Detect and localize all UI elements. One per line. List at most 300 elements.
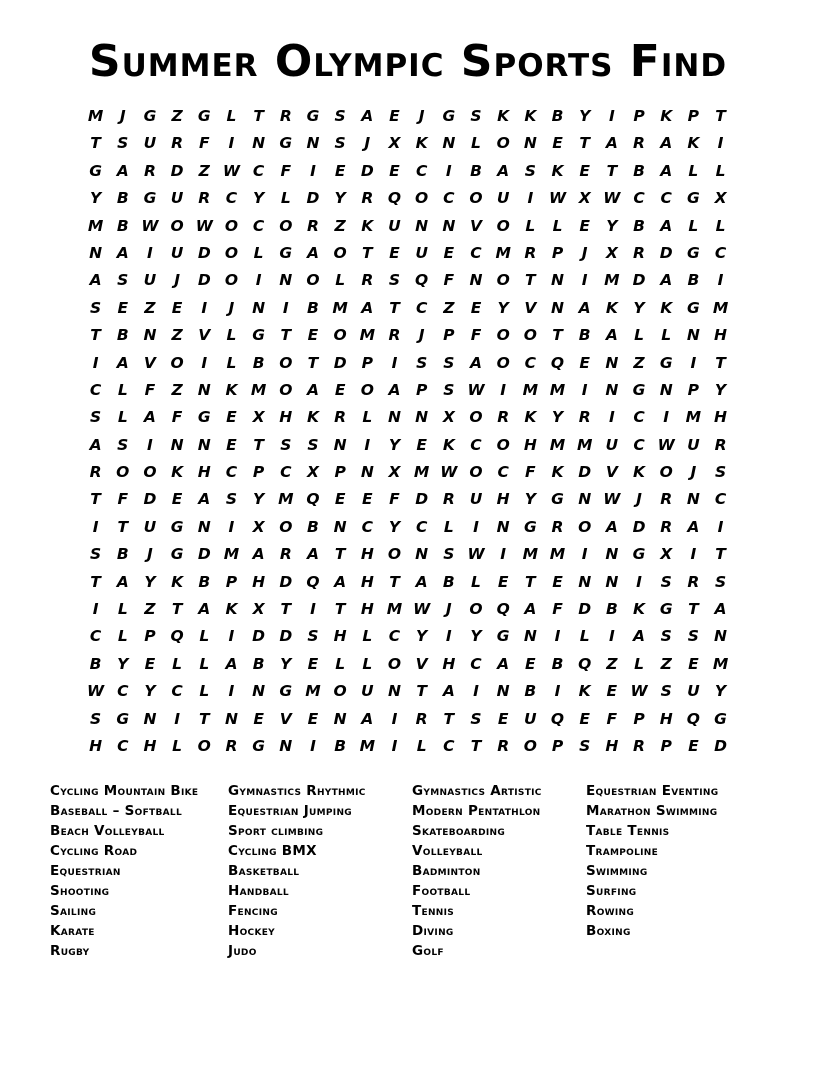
- grid-letter: M: [712, 654, 729, 673]
- grid-row: [82, 295, 734, 322]
- grid-letter: I: [310, 161, 316, 180]
- grid-letter: A: [660, 271, 673, 290]
- grid-letter: C: [443, 736, 455, 755]
- grid-letter: L: [172, 736, 183, 755]
- grid-letter: O: [523, 736, 537, 755]
- grid-letter: I: [228, 134, 235, 153]
- grid-letter: S: [90, 298, 102, 317]
- grid-letter: I: [500, 380, 507, 399]
- grid-letter: N: [605, 572, 619, 591]
- grid-letter: D: [578, 463, 592, 482]
- grid-letter: I: [717, 517, 724, 536]
- grid-letter: E: [307, 709, 319, 728]
- grid-letter: E: [579, 216, 590, 235]
- grid-letter: B: [252, 654, 265, 673]
- grid-letter: L: [172, 654, 183, 673]
- grid-letter: T: [443, 709, 455, 728]
- grid-letter: C: [497, 463, 509, 482]
- grid-letter: Y: [253, 490, 265, 509]
- grid-letter: Y: [280, 654, 292, 673]
- grid-letter: M: [576, 435, 593, 454]
- grid-letter: C: [470, 435, 482, 454]
- grid-letter: G: [659, 600, 673, 619]
- word-list-item: Equestrian Eventing: [586, 783, 719, 800]
- grid-letter: S: [117, 271, 129, 290]
- grid-letter: G: [523, 517, 537, 536]
- word-search-grid: [82, 103, 734, 760]
- grid-letter: Z: [660, 654, 672, 673]
- grid-letter: E: [416, 435, 427, 454]
- grid-letter: G: [632, 545, 646, 564]
- grid-letter: J: [418, 107, 425, 125]
- grid-letter: R: [334, 408, 347, 427]
- grid-letter: S: [443, 353, 455, 372]
- grid-letter: A: [116, 353, 129, 372]
- grid-letter: D: [360, 161, 374, 180]
- grid-letter: Q: [550, 353, 565, 372]
- grid-letter: L: [335, 271, 346, 290]
- grid-letter: H: [252, 572, 266, 591]
- grid-letter: C: [524, 353, 537, 372]
- grid-letter: U: [170, 243, 184, 262]
- grid-letter: W: [87, 682, 105, 701]
- grid-letter: X: [388, 463, 401, 482]
- grid-letter: W: [603, 189, 621, 208]
- grid-letter: I: [608, 107, 615, 125]
- grid-letter: I: [690, 353, 697, 372]
- grid-letter: C: [443, 189, 455, 208]
- grid-letter: A: [361, 709, 374, 728]
- grid-letter: H: [143, 736, 157, 755]
- grid-letter: M: [549, 545, 566, 564]
- grid-letter: E: [552, 572, 563, 591]
- grid-letter: I: [554, 627, 561, 646]
- grid-letter: L: [253, 243, 264, 262]
- grid-letter: I: [608, 408, 615, 427]
- grid-letter: L: [443, 517, 454, 536]
- grid-letter: E: [606, 682, 618, 701]
- grid-letter: I: [92, 517, 99, 536]
- grid-letter: M: [549, 380, 566, 399]
- grid-letter: A: [714, 600, 727, 619]
- grid-letter: M: [386, 600, 403, 619]
- grid-letter: H: [659, 709, 673, 728]
- grid-letter: M: [522, 380, 539, 399]
- grid-letter: T: [280, 600, 292, 619]
- grid-letter: T: [362, 243, 373, 262]
- grid-letter: T: [253, 107, 264, 125]
- grid-letter: N: [143, 326, 157, 345]
- grid-letter: B: [524, 682, 537, 701]
- grid-letter: C: [714, 243, 727, 262]
- grid-letter: G: [687, 298, 700, 317]
- grid-letter: N: [333, 709, 347, 728]
- grid-letter: X: [252, 408, 265, 427]
- grid-letter: R: [306, 216, 319, 235]
- grid-letter: P: [415, 380, 428, 399]
- grid-letter: R: [633, 243, 645, 262]
- grid-letter: S: [117, 134, 129, 153]
- grid-letter: I: [445, 627, 452, 646]
- grid-letter: S: [416, 353, 428, 372]
- grid-letter: Q: [170, 627, 184, 646]
- grid-letter: R: [279, 545, 292, 564]
- grid-letter: N: [714, 627, 728, 646]
- grid-letter: G: [252, 736, 265, 755]
- grid-letter: E: [688, 736, 699, 755]
- grid-letter: O: [469, 463, 483, 482]
- grid-letter: I: [473, 682, 479, 701]
- grid-letter: B: [442, 572, 455, 591]
- word-list-item: Fencing: [228, 902, 278, 919]
- grid-letter: V: [415, 654, 428, 673]
- grid-letter: C: [470, 243, 482, 262]
- grid-letter: O: [360, 380, 374, 399]
- grid-row: [82, 350, 734, 377]
- grid-letter: R: [497, 408, 510, 427]
- grid-letter: L: [579, 627, 590, 646]
- grid-letter: E: [389, 107, 400, 125]
- word-list-item: Equestrian Jumping: [228, 803, 352, 820]
- grid-letter: L: [634, 654, 644, 673]
- grid-letter: R: [633, 736, 645, 755]
- grid-letter: N: [523, 134, 537, 153]
- grid-letter: A: [89, 271, 102, 290]
- grid-letter: B: [687, 271, 700, 290]
- grid-letter: O: [170, 353, 184, 372]
- grid-letter: I: [391, 353, 398, 372]
- grid-letter: D: [333, 353, 347, 372]
- grid-letter: O: [469, 189, 483, 208]
- grid-letter: M: [250, 380, 267, 399]
- grid-letter: R: [524, 243, 537, 262]
- grid-letter: Z: [198, 161, 210, 180]
- grid-letter: M: [359, 736, 376, 755]
- grid-letter: L: [199, 682, 210, 701]
- grid-letter: F: [389, 490, 400, 509]
- word-list-item: Skateboarding: [412, 823, 506, 840]
- grid-letter: X: [660, 545, 673, 564]
- grid-row: [82, 185, 734, 212]
- grid-letter: I: [228, 682, 235, 701]
- grid-letter: I: [717, 271, 724, 290]
- grid-letter: E: [525, 654, 536, 673]
- grid-letter: B: [116, 189, 129, 208]
- grid-letter: C: [117, 682, 129, 701]
- word-list-item: Sailing: [50, 902, 97, 919]
- grid-letter: A: [442, 682, 455, 701]
- grid-letter: G: [551, 490, 564, 509]
- grid-letter: L: [362, 627, 373, 646]
- grid-letter: N: [415, 408, 429, 427]
- grid-letter: R: [633, 134, 645, 153]
- grid-letter: S: [660, 627, 672, 646]
- grid-letter: C: [89, 380, 102, 399]
- grid-letter: E: [334, 161, 346, 180]
- grid-letter: M: [712, 298, 729, 317]
- grid-letter: H: [89, 736, 103, 755]
- grid-letter: N: [686, 326, 700, 345]
- grid-letter: E: [117, 298, 129, 317]
- grid-letter: L: [416, 736, 427, 755]
- grid-letter: N: [333, 517, 347, 536]
- grid-letter: Y: [470, 627, 482, 646]
- grid-letter: B: [633, 161, 645, 180]
- grid-letter: O: [279, 517, 293, 536]
- grid-letter: N: [224, 709, 238, 728]
- grid-row: [82, 404, 734, 431]
- grid-letter: E: [253, 709, 264, 728]
- grid-letter: F: [470, 326, 482, 345]
- grid-letter: P: [334, 463, 346, 482]
- grid-letter: D: [632, 271, 646, 290]
- grid-letter: L: [362, 408, 373, 427]
- grid-row: [82, 623, 734, 650]
- grid-letter: I: [228, 517, 235, 536]
- grid-letter: I: [554, 682, 561, 701]
- grid-letter: A: [497, 161, 510, 180]
- grid-letter: Y: [144, 682, 156, 701]
- grid-letter: N: [387, 408, 401, 427]
- grid-letter: G: [442, 107, 456, 125]
- grid-letter: A: [306, 243, 319, 262]
- grid-letter: Y: [579, 107, 591, 125]
- grid-letter: O: [333, 682, 347, 701]
- grid-letter: J: [119, 107, 126, 125]
- grid-row: [82, 377, 734, 404]
- grid-letter: I: [581, 380, 588, 399]
- grid-letter: O: [279, 380, 293, 399]
- grid-letter: K: [524, 107, 537, 125]
- word-list-item: Diving: [412, 922, 454, 939]
- grid-letter: S: [90, 709, 102, 728]
- word-list-item: Gymnastics Artistic: [412, 783, 542, 800]
- grid-letter: A: [660, 161, 673, 180]
- grid-letter: O: [224, 243, 239, 262]
- grid-letter: N: [197, 380, 211, 399]
- grid-letter: B: [551, 107, 564, 125]
- grid-letter: E: [470, 298, 482, 317]
- grid-letter: K: [171, 572, 184, 591]
- grid-letter: G: [279, 682, 293, 701]
- grid-letter: L: [117, 380, 128, 399]
- word-list-column-3: [412, 782, 586, 961]
- grid-letter: H: [360, 572, 374, 591]
- grid-letter: C: [633, 408, 645, 427]
- word-list-item: Basketball: [228, 863, 300, 879]
- grid-letter: I: [581, 271, 588, 290]
- grid-letter: R: [415, 709, 428, 728]
- grid-letter: D: [632, 517, 646, 536]
- grid-letter: E: [552, 134, 563, 153]
- grid-letter: Z: [606, 654, 618, 673]
- grid-letter: U: [469, 490, 483, 509]
- grid-letter: E: [334, 490, 346, 509]
- grid-letter: B: [605, 600, 618, 619]
- grid-letter: M: [359, 326, 376, 345]
- grid-letter: A: [225, 654, 238, 673]
- grid-letter: O: [469, 600, 483, 619]
- grid-letter: S: [307, 435, 319, 454]
- grid-row: [82, 459, 734, 486]
- grid-letter: L: [525, 216, 536, 235]
- grid-letter: D: [143, 490, 157, 509]
- grid-letter: O: [333, 326, 347, 345]
- grid-letter: H: [714, 408, 728, 427]
- grid-letter: U: [496, 189, 510, 208]
- grid-letter: O: [224, 271, 239, 290]
- grid-letter: H: [523, 435, 537, 454]
- grid-letter: L: [661, 326, 672, 345]
- grid-letter: K: [578, 682, 591, 701]
- grid-letter: N: [659, 380, 673, 399]
- grid-letter: N: [442, 216, 456, 235]
- grid-letter: I: [201, 298, 208, 317]
- grid-letter: B: [470, 161, 482, 180]
- grid-letter: D: [170, 161, 184, 180]
- grid-letter: N: [143, 709, 157, 728]
- grid-letter: B: [116, 216, 129, 235]
- grid-letter: I: [147, 243, 153, 262]
- grid-letter: D: [197, 545, 211, 564]
- grid-letter: Q: [686, 709, 700, 728]
- grid-letter: D: [197, 271, 211, 290]
- grid-letter: W: [657, 435, 675, 454]
- grid-letter: I: [608, 627, 615, 646]
- grid-letter: U: [388, 216, 401, 235]
- grid-letter: U: [687, 682, 700, 701]
- grid-letter: I: [201, 353, 208, 372]
- grid-letter: W: [222, 161, 240, 180]
- grid-letter: C: [361, 517, 373, 536]
- grid-letter: O: [469, 408, 483, 427]
- grid-letter: W: [548, 189, 567, 208]
- grid-letter: I: [500, 545, 507, 564]
- grid-letter: Y: [89, 189, 102, 208]
- grid-letter: A: [578, 298, 591, 317]
- grid-letter: T: [552, 326, 563, 345]
- grid-letter: M: [87, 107, 104, 125]
- grid-letter: X: [306, 463, 319, 482]
- grid-letter: X: [578, 189, 591, 208]
- grid-letter: Y: [714, 682, 727, 701]
- grid-letter: G: [252, 326, 265, 345]
- word-list-item: Judo: [228, 942, 257, 959]
- grid-letter: T: [606, 161, 618, 180]
- grid-letter: D: [279, 572, 293, 591]
- grid-letter: K: [306, 408, 319, 427]
- grid-letter: E: [334, 380, 346, 399]
- grid-letter: F: [552, 600, 563, 619]
- grid-letter: O: [523, 326, 537, 345]
- grid-letter: N: [469, 271, 483, 290]
- grid-letter: H: [714, 326, 728, 345]
- grid-letter: S: [687, 627, 699, 646]
- grid-letter: L: [715, 216, 726, 235]
- grid-letter: C: [280, 463, 292, 482]
- grid-letter: I: [174, 709, 180, 728]
- grid-letter: A: [605, 517, 618, 536]
- grid-letter: O: [496, 326, 510, 345]
- grid-letter: F: [171, 408, 183, 427]
- grid-letter: Q: [496, 600, 510, 619]
- grid-letter: D: [306, 189, 320, 208]
- grid-letter: I: [636, 572, 642, 591]
- grid-letter: R: [388, 326, 401, 345]
- grid-letter: S: [443, 545, 455, 564]
- grid-letter: P: [687, 380, 700, 399]
- grid-letter: B: [578, 326, 591, 345]
- grid-letter: U: [143, 517, 157, 536]
- grid-letter: V: [524, 298, 537, 317]
- grid-letter: G: [116, 709, 130, 728]
- grid-letter: N: [197, 435, 211, 454]
- grid-letter: Y: [714, 380, 727, 399]
- grid-letter: O: [306, 271, 320, 290]
- grid-letter: F: [198, 134, 210, 153]
- grid-letter: F: [525, 463, 536, 482]
- grid-letter: H: [333, 627, 347, 646]
- grid-letter: C: [470, 654, 482, 673]
- grid-letter: D: [415, 490, 429, 509]
- grid-letter: K: [415, 134, 428, 153]
- grid-letter: K: [605, 298, 618, 317]
- grid-letter: C: [415, 517, 428, 536]
- grid-letter: G: [306, 107, 320, 125]
- word-list-item: Surfing: [586, 882, 637, 899]
- grid-letter: I: [690, 545, 697, 564]
- grid-letter: K: [497, 107, 510, 125]
- grid-letter: I: [310, 736, 316, 755]
- grid-row: [82, 158, 734, 185]
- grid-letter: W: [413, 600, 431, 619]
- grid-letter: S: [388, 271, 401, 290]
- grid-letter: A: [143, 408, 156, 427]
- grid-letter: Z: [171, 107, 183, 125]
- grid-letter: L: [226, 353, 237, 372]
- grid-letter: N: [252, 298, 266, 317]
- word-list-column-4: [586, 782, 786, 961]
- grid-letter: A: [116, 161, 129, 180]
- grid-row: [82, 240, 734, 267]
- grid-letter: Y: [497, 298, 509, 317]
- grid-letter: M: [604, 271, 620, 290]
- grid-letter: Z: [171, 326, 183, 345]
- grid-letter: N: [496, 517, 510, 536]
- grid-letter: K: [660, 298, 673, 317]
- grid-letter: D: [714, 736, 727, 755]
- grid-letter: V: [198, 326, 211, 345]
- grid-letter: G: [197, 107, 211, 125]
- grid-letter: Z: [144, 600, 156, 619]
- grid-letter: T: [307, 353, 319, 372]
- grid-letter: F: [280, 161, 292, 180]
- grid-letter: P: [633, 709, 645, 728]
- grid-letter: H: [605, 736, 619, 755]
- grid-letter: N: [551, 271, 564, 290]
- grid-letter: W: [195, 216, 213, 235]
- grid-letter: O: [496, 353, 510, 372]
- grid-letter: S: [660, 682, 672, 701]
- grid-letter: C: [388, 627, 401, 646]
- grid-letter: J: [581, 243, 588, 262]
- grid-letter: Q: [578, 654, 592, 673]
- grid-letter: B: [116, 326, 129, 345]
- grid-letter: H: [279, 408, 293, 427]
- grid-letter: R: [361, 271, 374, 290]
- grid-letter: B: [89, 654, 102, 673]
- grid-letter: B: [116, 545, 129, 564]
